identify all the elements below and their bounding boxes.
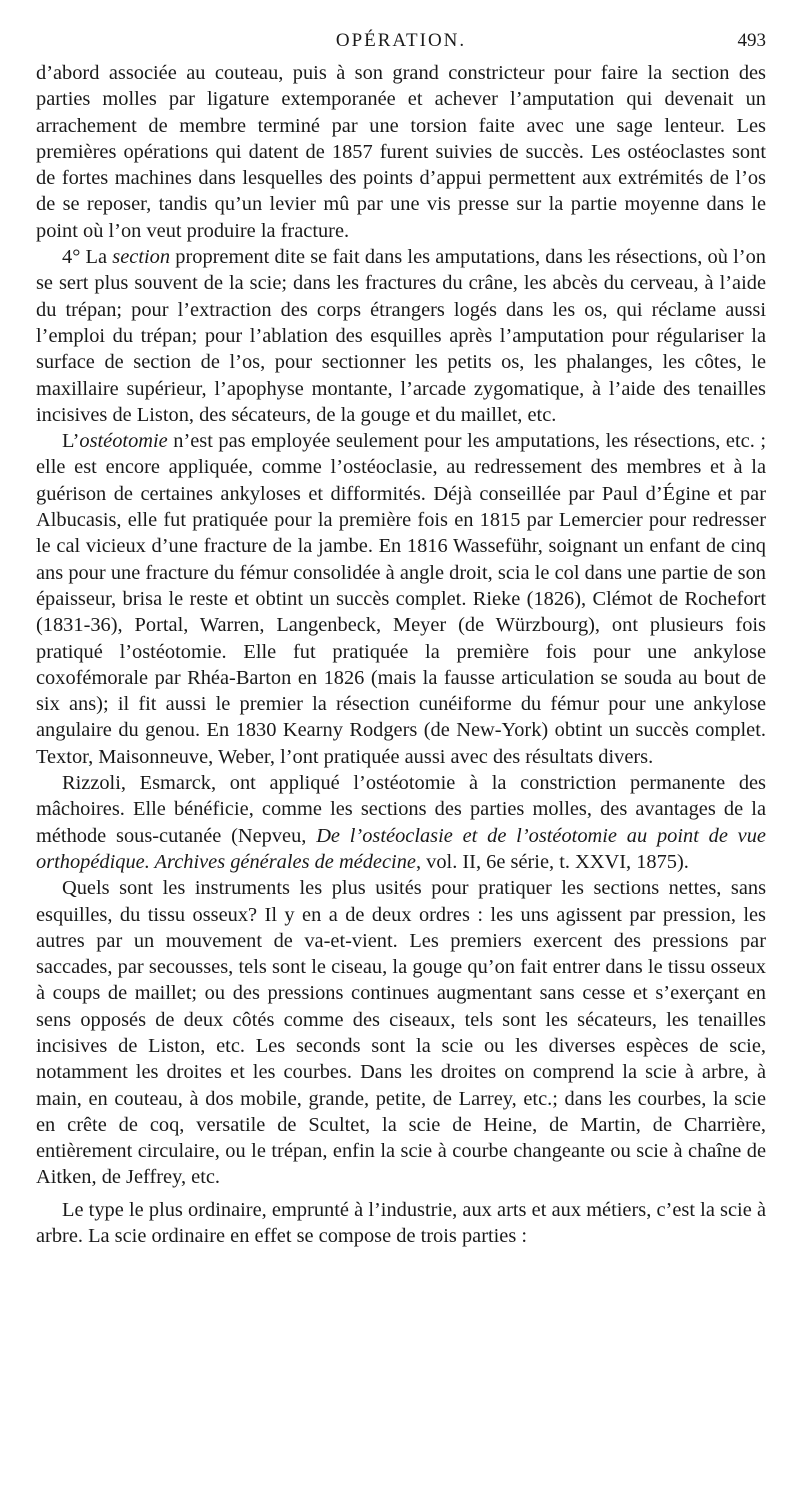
paragraph-text: Quels sont les instruments les plus usités pour pratiquer les sections nettes, sans esquilles, du tissu osseux? Il y en a de deux ordres : les uns agissent par pression, les autres par un mouvement de va-et-vient. Les premiers exercent des pressions par saccades, par secousses, tels sont le ciseau, la gouge qu’on fait entrer dans le tissu osseux à coups de maillet; ou des pressions continues augmentant sans cesse et s’exerçant en sens opposés de deux côtés comme des ciseaux, tels sont les sécateurs, les tenailles incisives de Liston, etc. Les seconds sont la scie ou les diverses espèces de scie, notamment les droites et les courbes. Dans les droites on comprend la scie à arbre, à main, en couteau, à dos mobile, grande, petite, de Larrey, etc.; dans les courbes, la scie en crête de coq, versatile de Scultet, la scie de Heine, de Martin, de Charrière, entièrement circulaire, ou le trépan, enfin la scie à courbe changeante ou scie à chaîne de Aitken, de Jeffrey, etc. — [36, 877, 766, 1189]
page — [36, 30, 766, 1249]
body-text — [36, 60, 766, 1249]
paragraph-osteotomie — [36, 428, 766, 770]
paragraph-continued — [36, 60, 766, 244]
paragraph-text: Le type le plus ordinaire, emprunté à l’industrie, aux arts et aux métiers, c’est la scie à arbre. La scie ordinaire en effet se compose de trois parties : — [36, 1198, 766, 1248]
paragraph-text: proprement dite se fait dans les amputations, dans les résections, où l’on se sert plus souvent de la scie; dans les fractures du crâne, les abcès du cerveau, à l’aide du trépan; pour l’extraction des corps étrangers logés dans les os, qui réclame aussi l’emploi du trépan; pour l’ablation des esquilles après l’amputation pour régulariser la surface de section de l’os, pour sectionner les petits os, les phalanges, les côtes, le maxillaire supérieur, l’apophyse montante, l’arcade zygomatique, à l’aide des tenailles incisives de Liston, des sécateurs, de la gouge et du maillet, etc. — [36, 246, 766, 426]
italic-citation: De l’ostéoclasie et de l’ostéotomie au point de vue orthopédique. Archives générales de médecine — [36, 824, 766, 873]
italic-term: section — [112, 246, 171, 269]
paragraph-rizzoli — [36, 770, 766, 875]
paragraph-instruments — [36, 875, 766, 1191]
paragraph-text: L’ — [62, 430, 80, 453]
paragraph-text: n’est pas employée seulement pour les amputations, les résections, etc. ; elle est encore appliquée, comme l’ostéoclasie, au redressement des membres et à la guérison de certaines ankyloses et difformités. Déjà conseillée par Paul d’Égine et par Albucasis, elle fut pratiquée pour la première fois en 1815 par Lemercier pour redresser le cal vicieux d’une fracture de la jambe. En 1816 Wasseführ, soignant un enfant de cinq ans pour une fracture du fémur consolidée à angle droit, scia le col dans une partie de son épaisseur, brisa le reste et obtint un succès complet. Rieke (1826), Clémot de Rochefort (1831-36), Portal, Warren, Langenbeck, Meyer (de Würzbourg), ont plusieurs fois pratiqué l’ostéotomie. Elle fut pratiquée la première fois pour une ankylose coxofémorale par Rhéa-Barton en 1826 (mais la fausse articulation se souda au bout de six ans); il fit aussi le premier la résection cunéiforme du fémur pour une ankylose angulaire du genou. En 1830 Kearny Rodgers (de New-York) obtint un succès complet. Textor, Maisonneuve, Weber, l’ont pratiquée aussi avec des résultats divers. — [36, 430, 766, 768]
paragraph-text: d’abord associée au couteau, puis à son grand constricteur pour faire la section des parties molles par ligature extemporanée et achever l’amputation qui devenait un arrachement de membre terminé par une torsion faite avec une sage lenteur. Les premières opérations qui datent de 1857 furent suivies de succès. Les ostéoclastes sont de fortes machines dans lesquelles des points d’appui permettent aux extrémités de l’os de se reposer, tandis qu’un levier mû par une vis presse sur la partie moyenne dans le point où l’on veut produire la fracture. — [36, 62, 766, 242]
paragraph-text: 4° La — [62, 246, 113, 269]
paragraph-text: , vol. II, 6e série, t. XXVI, 1875). — [415, 850, 689, 873]
paragraph-scie — [36, 1197, 766, 1250]
page-header — [36, 30, 766, 54]
page-number: 493 — [737, 30, 766, 51]
paragraph-text: Rizzoli, Esmarck, ont appliqué l’ostéotomie à la constriction permanente des mâchoires. Elle bénéficie, comme les sections des parties molles, des avantages de la méthode sous-cutanée (Nepveu, — [36, 772, 766, 847]
running-title: OPÉRATION. — [335, 30, 467, 51]
paragraph-section — [36, 244, 766, 428]
italic-term: ostéotomie — [79, 430, 168, 453]
